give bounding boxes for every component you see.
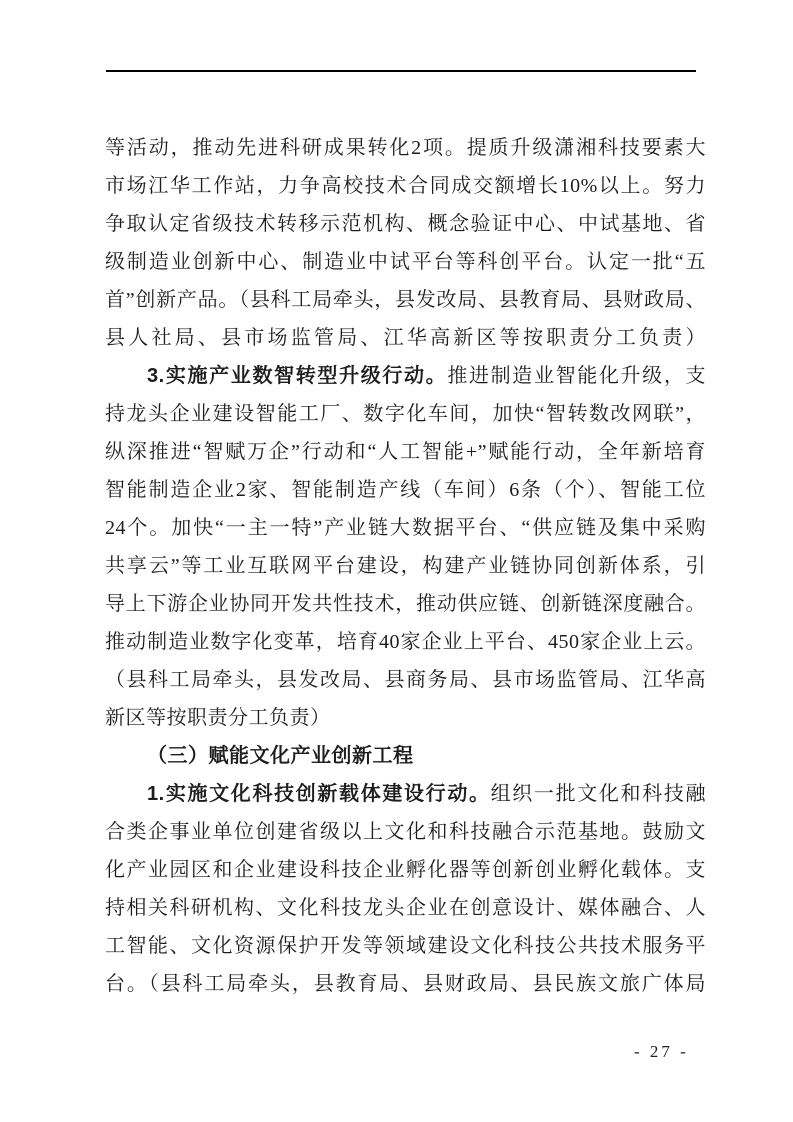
text-line (105, 395, 706, 433)
text-run: 级制造业创新中心、制造业中试平台等科创平台。认定一批“五 (105, 251, 706, 273)
header-rule (106, 70, 696, 72)
text-run: （县科工局牵头，县发改局、县商务局、县市场监管局、江华高 (105, 669, 706, 691)
text-run: 争取认定省级技术转移示范机构、概念验证中心、中试基地、省 (105, 213, 706, 235)
text-line (105, 699, 706, 737)
text-line (105, 775, 706, 813)
text-run: 县人社局、县市场监管局、江华高新区等按职责分工负责） (105, 327, 706, 349)
text-run: 合类企事业单位创建省级以上文化和科技融合示范基地。鼓励文 (105, 821, 706, 843)
text-run: 持相关科研机构、文化科技龙头企业在创意设计、媒体融合、人 (105, 897, 706, 919)
text-line (105, 357, 706, 395)
text-run: 等活动，推动先进科研成果转化2项。提质升级潇湘科技要素大 (105, 137, 706, 159)
text-line (105, 509, 706, 547)
text-line (105, 623, 706, 661)
document-lines (105, 129, 706, 1003)
bold-run: 1.实施文化科技创新载体建设行动。 (147, 783, 491, 805)
text-run: 组织一批文化和科技融 (490, 783, 706, 805)
text-line (105, 585, 706, 623)
text-run: 持龙头企业建设智能工厂、数字化车间，加快“智转数改网联”， (105, 403, 706, 425)
text-run: 首”创新产品。（县科工局牵头，县发改局、县教育局、县财政局、 (105, 289, 706, 311)
text-run: 共享云”等工业互联网平台建设，构建产业链协同创新体系，引 (105, 555, 706, 577)
text-line (105, 547, 706, 585)
text-run: 化产业园区和企业建设科技企业孵化器等创新创业孵化载体。支 (105, 859, 706, 881)
section-heading-line (105, 737, 706, 775)
text-run: 新区等按职责分工负责） (105, 707, 331, 729)
text-line (105, 661, 706, 699)
text-line (105, 205, 706, 243)
text-run: 智能制造企业2家、智能制造产线（车间）6条（个）、智能工位 (105, 479, 706, 501)
text-line (105, 433, 706, 471)
text-run: 24个。加快“一主一特”产业链大数据平台、“供应链及集中采购 (105, 517, 706, 539)
text-line (105, 813, 706, 851)
text-run: 工智能、文化资源保护开发等领域建设文化科技公共技术服务平 (105, 935, 706, 957)
bold-run: 3.实施产业数智转型升级行动。 (147, 365, 448, 387)
text-run: 推动制造业数字化变革，培育40家企业上平台、450家企业上云。 (105, 631, 706, 653)
text-run: 台。（县科工局牵头，县教育局、县财政局、县民族文旅广体局 (105, 973, 706, 995)
text-line (105, 167, 706, 205)
text-line (105, 319, 706, 357)
text-run: 市场江华工作站，力争高校技术合同成交额增长10%以上。努力 (105, 175, 706, 197)
text-line (105, 889, 706, 927)
text-run: 推进制造业智能化升级，支 (447, 365, 706, 387)
text-line (105, 281, 706, 319)
text-line (105, 471, 706, 509)
page-number: - 27 - (634, 1042, 689, 1061)
text-line (105, 927, 706, 965)
text-line (105, 129, 706, 167)
bold-run: （三）赋能文化产业创新工程 (147, 745, 414, 767)
text-line (105, 243, 706, 281)
text-line (105, 965, 706, 1003)
text-line (105, 851, 706, 889)
text-run: 导上下游企业协同开发共性技术，推动供应链、创新链深度融合。 (105, 593, 706, 615)
text-run: 纵深推进“智赋万企”行动和“人工智能+”赋能行动，全年新培育 (105, 441, 706, 463)
